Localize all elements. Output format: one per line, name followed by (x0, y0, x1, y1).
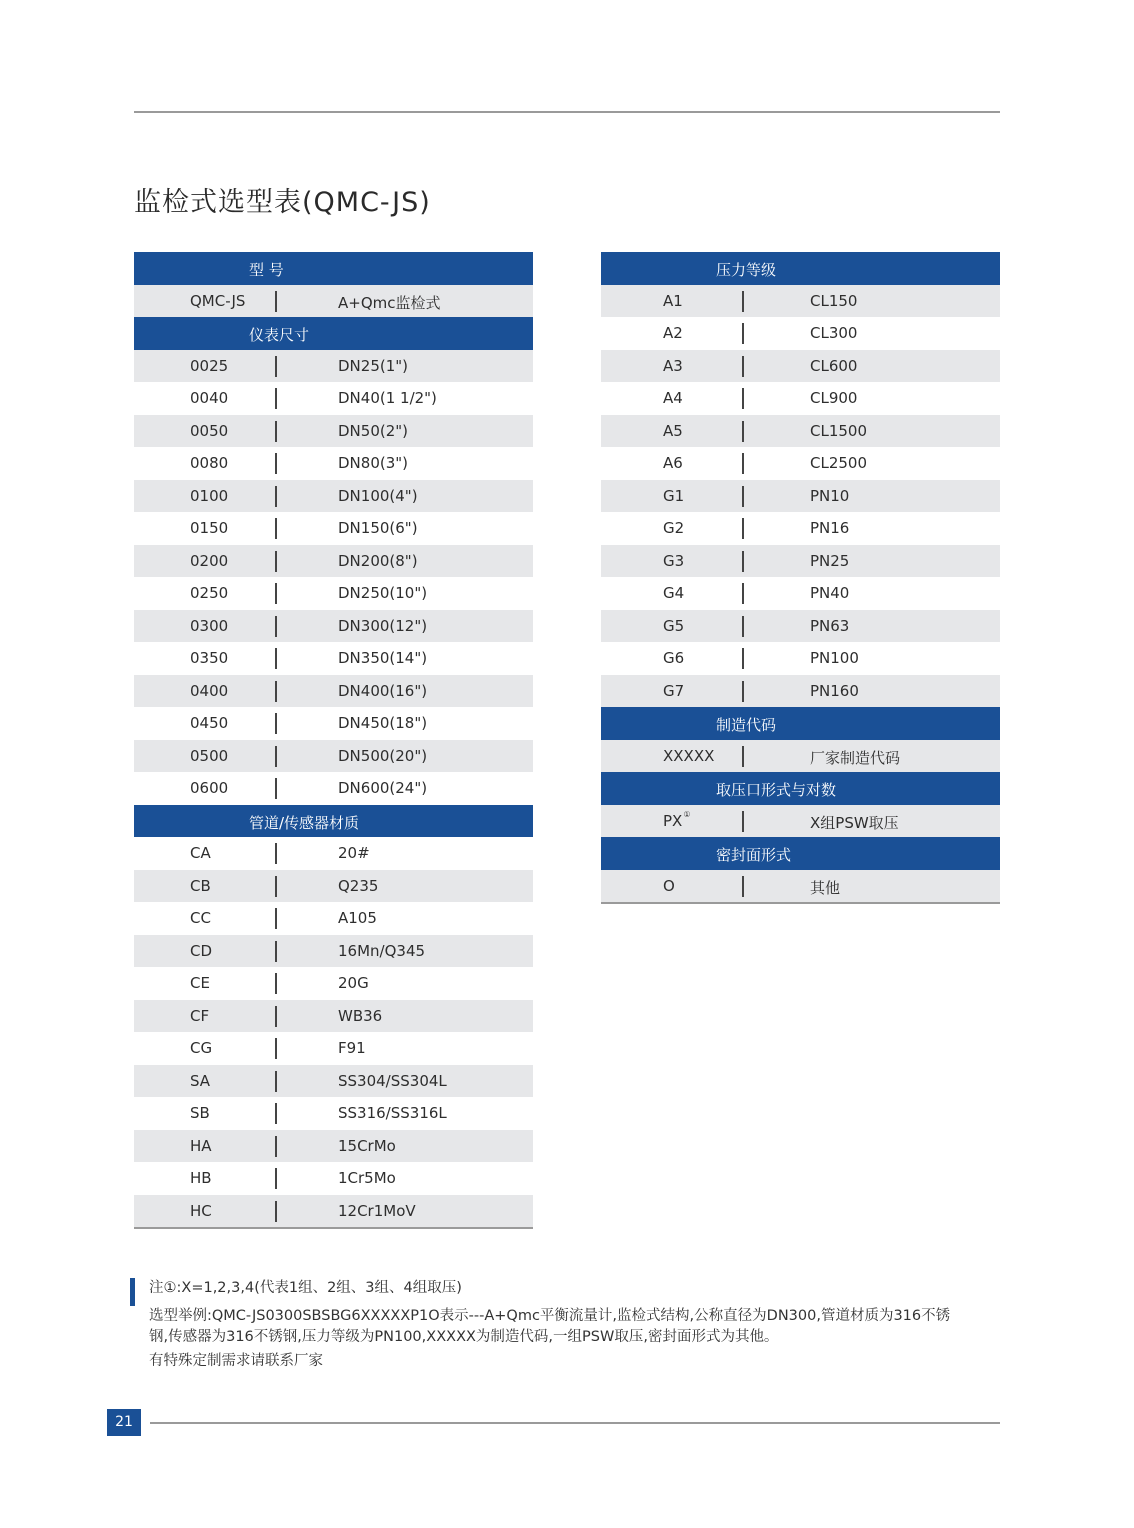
section-header (601, 837, 1000, 870)
option-code-text: HC (190, 1201, 212, 1220)
option-code-text: 0500 (190, 746, 229, 765)
option-description: 厂家制造代码 (810, 748, 901, 767)
option-description: 其他 (810, 878, 841, 897)
option-description: CL300 (810, 324, 858, 342)
table-row (134, 382, 533, 415)
section-header (601, 707, 1000, 740)
table-row (134, 642, 533, 675)
column-divider (742, 323, 744, 344)
option-code (663, 877, 675, 895)
option-code-text: CD (190, 941, 213, 960)
option-description: Q235 (338, 876, 379, 895)
option-code-text: O (663, 876, 675, 895)
option-code-text: 0250 (190, 584, 229, 602)
table-row (601, 870, 1000, 905)
table-row (601, 512, 1000, 545)
column-divider (742, 388, 744, 409)
option-code (663, 649, 684, 667)
page-number: 21 (107, 1409, 141, 1436)
option-code (663, 809, 691, 830)
option-description: DN100(4") (338, 486, 418, 505)
note-example-line2: 钢,传感器为316不锈钢,压力等级为PN100,XXXXX为制造代码,一组PSW取压,密封面形式为其他。 (149, 1329, 779, 1345)
section-header-label: 仪表尺寸 (249, 326, 310, 344)
option-code-text: CF (190, 1006, 210, 1025)
table-row (134, 675, 533, 708)
option-code-text: 0150 (190, 519, 229, 537)
page-title: 监检式选型表(QMC-JS) (134, 187, 431, 218)
column-divider (742, 681, 744, 702)
option-code (190, 779, 228, 797)
table-row (134, 772, 533, 805)
size-material-table (134, 252, 533, 1229)
option-code (663, 389, 683, 407)
option-code-text: XXXXX (663, 746, 715, 765)
table-row (134, 740, 533, 773)
table-row (601, 350, 1000, 383)
option-code-text: A6 (663, 454, 683, 472)
option-code (190, 1202, 212, 1220)
column-divider (742, 876, 744, 897)
option-code-text: A5 (663, 421, 683, 440)
column-divider (742, 518, 744, 539)
option-description: PN16 (810, 519, 850, 537)
option-code-text: SB (190, 1104, 210, 1122)
option-description: PN25 (810, 551, 850, 570)
column-divider (275, 583, 277, 604)
table-row (134, 610, 533, 643)
section-header-label: 型 号 (249, 261, 284, 279)
option-code (663, 682, 684, 700)
section-header-label: 制造代码 (716, 716, 777, 734)
table-row (134, 415, 533, 448)
column-divider (275, 1201, 277, 1222)
option-code-text: 0200 (190, 551, 229, 570)
option-code-text: G1 (663, 486, 685, 505)
section-header (134, 317, 533, 350)
option-code (663, 487, 684, 505)
option-description: DN400(16") (338, 681, 428, 700)
column-divider (275, 421, 277, 442)
table-row (134, 512, 533, 545)
option-description: DN250(10") (338, 584, 428, 602)
option-code (190, 649, 228, 667)
option-code-text: 0050 (190, 421, 229, 440)
column-divider (275, 291, 277, 312)
option-code-text: QMC-JS (190, 291, 246, 310)
option-code-text: CA (190, 844, 211, 862)
option-description: CL1500 (810, 421, 868, 440)
section-header-label: 管道/传感器材质 (249, 813, 360, 832)
column-divider (742, 811, 744, 832)
option-code (663, 552, 684, 570)
option-code (190, 519, 228, 537)
column-divider (742, 551, 744, 572)
option-description: SS304/SS304L (338, 1071, 447, 1090)
option-code (190, 617, 228, 635)
option-code (190, 357, 228, 375)
table-row (134, 480, 533, 513)
column-divider (742, 291, 744, 312)
option-code-text: A2 (663, 324, 683, 342)
table-row (134, 707, 533, 740)
option-description: DN50(2") (338, 421, 409, 440)
option-code (190, 844, 211, 862)
table-row (601, 740, 1000, 773)
column-divider (742, 421, 744, 442)
option-description: 15CrMo (338, 1136, 396, 1155)
column-divider (275, 1136, 277, 1157)
table-row (601, 480, 1000, 513)
table-row (601, 382, 1000, 415)
option-code (663, 617, 684, 635)
column-divider (275, 1071, 277, 1092)
option-description: CL150 (810, 291, 858, 310)
option-code (190, 714, 228, 732)
table-row (601, 545, 1000, 578)
section-header (134, 252, 533, 285)
option-code-text: 0600 (190, 779, 229, 797)
option-code (190, 487, 228, 505)
option-code (190, 747, 228, 765)
option-description: DN200(8") (338, 551, 418, 570)
column-divider (742, 453, 744, 474)
column-divider (275, 453, 277, 474)
table-row (601, 447, 1000, 480)
option-description: DN150(6") (338, 519, 418, 537)
option-code-text: CG (190, 1039, 213, 1057)
option-code (190, 974, 210, 992)
column-divider (275, 973, 277, 994)
table-row (134, 1065, 533, 1098)
option-description: 12Cr1MoV (338, 1201, 416, 1220)
option-description: 20G (338, 974, 369, 992)
note-accent-bar (130, 1278, 135, 1306)
column-divider (275, 616, 277, 637)
option-description: X组PSW取压 (810, 813, 899, 832)
option-description: DN450(18") (338, 714, 428, 732)
column-divider (275, 681, 277, 702)
option-description: DN40(1 1/2") (338, 389, 437, 407)
option-code (190, 942, 212, 960)
option-code (190, 909, 211, 927)
option-code-text: HA (190, 1136, 212, 1155)
option-code (190, 1039, 212, 1057)
option-description: SS316/SS316L (338, 1104, 447, 1122)
option-description: CL900 (810, 389, 858, 407)
table-row (601, 415, 1000, 448)
table-row (601, 610, 1000, 643)
option-code (190, 552, 228, 570)
table-row (134, 935, 533, 968)
option-code-text: G6 (663, 649, 685, 667)
option-code-text: G2 (663, 519, 685, 537)
option-description: A105 (338, 909, 377, 927)
option-description: CL600 (810, 356, 858, 375)
bottom-rule (150, 1422, 1000, 1424)
table-row (601, 642, 1000, 675)
table-row (601, 285, 1000, 318)
table-row (134, 837, 533, 870)
table-row (134, 870, 533, 903)
column-divider (275, 1168, 277, 1189)
option-code-text: G7 (663, 681, 685, 700)
option-code-text: CE (190, 974, 210, 992)
option-code (190, 877, 211, 895)
table-row (134, 447, 533, 480)
table-row (134, 1032, 533, 1065)
column-divider (275, 843, 277, 864)
option-code (663, 454, 683, 472)
column-divider (275, 518, 277, 539)
option-code-text: A1 (663, 291, 683, 310)
table-row (134, 577, 533, 610)
column-divider (742, 746, 744, 767)
column-divider (742, 648, 744, 669)
section-header-label: 密封面形式 (716, 846, 792, 864)
table-row (134, 902, 533, 935)
section-header-label: 取压口形式与对数 (716, 781, 837, 799)
column-divider (742, 583, 744, 604)
option-code (190, 682, 228, 700)
option-code (663, 584, 684, 602)
option-description: PN10 (810, 486, 850, 505)
option-code (190, 1072, 210, 1090)
option-description: DN300(12") (338, 616, 428, 635)
option-code-text: 0350 (190, 649, 229, 667)
column-divider (742, 486, 744, 507)
table-row (601, 317, 1000, 350)
option-description: A+Qmc监检式 (338, 293, 441, 312)
column-divider (275, 713, 277, 734)
option-code-text: G3 (663, 551, 685, 570)
column-divider (742, 356, 744, 377)
option-code-text: 0080 (190, 454, 229, 472)
option-code-text: 0400 (190, 681, 229, 700)
option-description: DN350(14") (338, 649, 428, 667)
column-divider (275, 648, 277, 669)
table-row (134, 545, 533, 578)
column-divider (275, 356, 277, 377)
column-divider (275, 746, 277, 767)
option-code-text: 0100 (190, 486, 229, 505)
column-divider (275, 486, 277, 507)
column-divider (275, 876, 277, 897)
option-description: PN63 (810, 616, 850, 635)
footnote-marker: ① (683, 809, 691, 819)
option-description: 16Mn/Q345 (338, 941, 426, 960)
option-code (663, 357, 683, 375)
option-description: DN25(1") (338, 356, 409, 375)
table-row (601, 577, 1000, 610)
option-code-text: HB (190, 1169, 212, 1187)
option-code-text: CB (190, 876, 211, 895)
option-code (190, 454, 228, 472)
option-code (190, 1007, 209, 1025)
option-code-text: 0025 (190, 356, 229, 375)
section-header (134, 805, 533, 838)
option-code (190, 1169, 212, 1187)
option-code (663, 519, 684, 537)
option-code-text: 0300 (190, 616, 229, 635)
column-divider (275, 551, 277, 572)
section-header (601, 252, 1000, 285)
option-description: PN100 (810, 649, 859, 667)
option-code (190, 584, 228, 602)
option-code (190, 422, 228, 440)
note-example-line1: 选型举例:QMC-JS0300SBSBG6XXXXXP1O表示---A+Qmc平衡流量计,监检式结构,公称直径为DN300,管道材质为316不锈 (149, 1308, 951, 1324)
option-code (190, 389, 228, 407)
option-code-text: G5 (663, 616, 685, 635)
option-code-text: G4 (663, 584, 685, 602)
option-code-text: PX (663, 811, 683, 830)
column-divider (742, 616, 744, 637)
option-code (663, 292, 683, 310)
option-description: PN40 (810, 584, 850, 602)
option-code-text: A4 (663, 389, 683, 407)
option-code-text: A3 (663, 356, 683, 375)
column-divider (275, 1038, 277, 1059)
table-row (134, 967, 533, 1000)
table-row (134, 1130, 533, 1163)
option-description: 20# (338, 844, 370, 862)
option-code (663, 422, 683, 440)
option-description: DN500(20") (338, 746, 428, 765)
column-divider (275, 908, 277, 929)
option-description: WB36 (338, 1006, 383, 1025)
table-row (134, 1162, 533, 1195)
note-contact: 有特殊定制需求请联系厂家 (149, 1353, 323, 1369)
option-description: 1Cr5Mo (338, 1169, 396, 1187)
option-code-text: SA (190, 1071, 211, 1090)
table-row (134, 1097, 533, 1130)
option-code-text: 0450 (190, 714, 229, 732)
option-code (190, 1137, 212, 1155)
pressure-options-table (601, 252, 1000, 904)
column-divider (275, 778, 277, 799)
column-divider (275, 941, 277, 962)
table-row (134, 1000, 533, 1033)
note-footnote: 注①:X=1,2,3,4(代表1组、2组、3组、4组取压) (149, 1280, 462, 1296)
table-row (601, 805, 1000, 838)
option-description: DN80(3") (338, 454, 409, 472)
section-header-label: 压力等级 (716, 261, 777, 279)
table-row (134, 285, 533, 318)
option-code-text: 0040 (190, 389, 229, 407)
option-description: DN600(24") (338, 779, 428, 797)
option-description: CL2500 (810, 454, 868, 472)
top-rule (134, 111, 1000, 113)
column-divider (275, 388, 277, 409)
option-code-text: CC (190, 909, 211, 927)
column-divider (275, 1006, 277, 1027)
table-row (601, 675, 1000, 708)
option-code (663, 747, 714, 765)
table-row (134, 350, 533, 383)
option-code (663, 324, 683, 342)
option-code (190, 292, 245, 310)
option-code (190, 1104, 210, 1122)
option-description: F91 (338, 1039, 366, 1057)
option-description: PN160 (810, 681, 859, 700)
column-divider (275, 1103, 277, 1124)
table-row (134, 1195, 533, 1230)
section-header (601, 772, 1000, 805)
